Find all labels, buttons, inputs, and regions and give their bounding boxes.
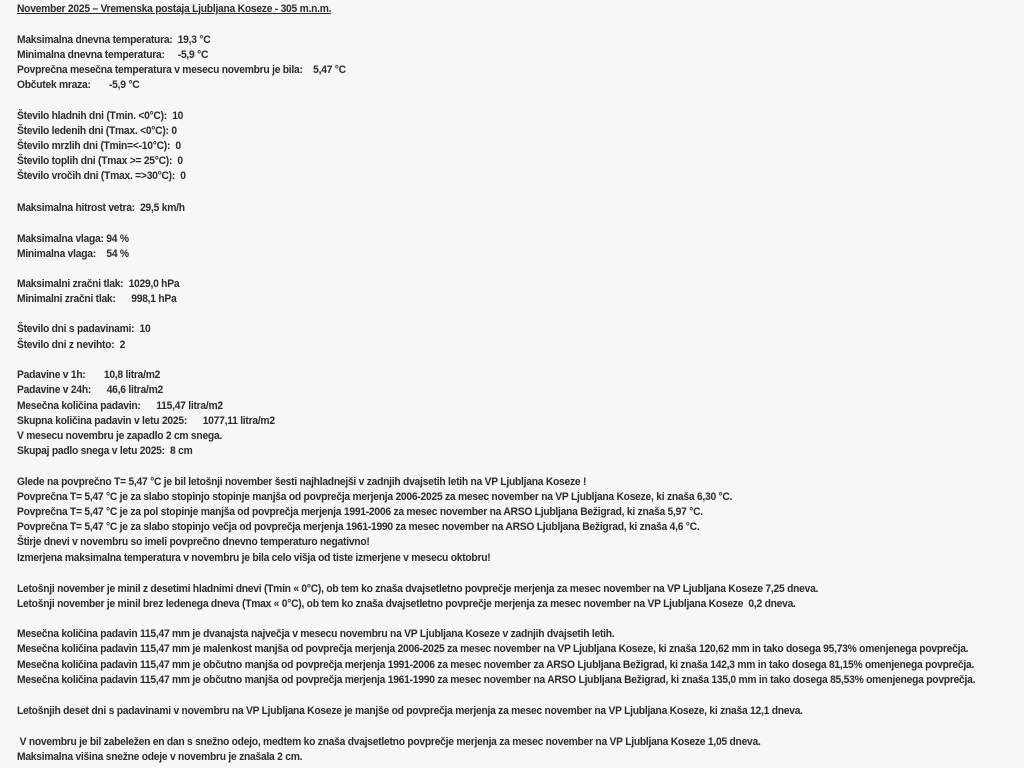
max-wind-speed: Maksimalna hitrost vetra: 29,5 km/h: [17, 202, 185, 214]
report-title: November 2025 – Vremenska postaja Ljubljana Koseze - 305 m.n.m.: [17, 3, 332, 15]
commentary-snow-cover-days: V novembru je bil zabeležen en dan s snežno odejo, medtem ko znaša dvajsetletno povprečje merjenja za mesec november na VP Ljubljana Koseze 1,05 dneva.: [17, 736, 761, 748]
frost-days-count: Število mrzlih dni (Tmin=<-10°C): 0: [17, 140, 181, 152]
wind-chill: Občutek mraza: -5,9 °C: [17, 79, 140, 91]
commentary-temperature-1961-1990: Povprečna T= 5,47 °C je za slabo stopinjo večja od povprečja merjenja 1961-1990 za mesec november na ARSO Ljubljana Bežigrad, ki znaša 4,6 °C.: [17, 521, 700, 533]
commentary-max-snow-depth: Maksimalna višina snežne odeje v novembru je znašala 2 cm.: [17, 751, 303, 763]
commentary-temperature-2006-2025: Povprečna T= 5,47 °C je za slabo stopinjo stopinje manjša od povprečja merjenja 2006-2025 za mesec november na VP Ljubljana Koseze, ki znaša 6,30 °C.: [17, 491, 733, 503]
monthly-snowfall: V mesecu novembru je zapadlo 2 cm snega.: [17, 430, 223, 442]
hot-days-count: Število vročih dni (Tmax. =>30°C): 0: [17, 170, 186, 182]
commentary-precipitation-2006-2025: Mesečna količina padavin 115,47 mm je malenkost manjša od povprečja merjenja 2006-2025 za mesec november na VP Ljubljana Koseze, ki znaša 120,62 mm in tako dosega 95,73% omenjenega povprečja.: [17, 643, 969, 655]
precipitation-days-count: Število dni s padavinami: 10: [17, 323, 151, 335]
precipitation-24h: Padavine v 24h: 46,6 litra/m2: [17, 384, 163, 396]
thunderstorm-days-count: Število dni z nevihto: 2: [17, 339, 126, 351]
yearly-snowfall: Skupaj padlo snega v letu 2025: 8 cm: [17, 445, 193, 457]
min-pressure: Minimalni zračni tlak: 998,1 hPa: [17, 293, 177, 305]
commentary-ice-days: Letošnji november je minil brez ledenega dneva (Tmax « 0°C), ob tem ko znaša dvajsetletno povprečje merjenja za mesec november na VP Ljubljana Koseze 0,2 dneva.: [17, 598, 796, 610]
max-daily-temperature: Maksimalna dnevna temperatura: 19,3 °C: [17, 34, 211, 46]
commentary-negative-days: Štirje dnevi v novembru so imeli povprečno dnevno temperaturo negativno!: [17, 536, 370, 548]
cold-days-count: Število hladnih dni (Tmin. <0°C): 10: [17, 110, 184, 122]
min-daily-temperature: Minimalna dnevna temperatura: -5,9 °C: [17, 49, 209, 61]
max-humidity: Maksimalna vlaga: 94 %: [17, 233, 129, 245]
commentary-temperature-rank: Glede na povprečno T= 5,47 °C je bil letošnji november šesti najhladnejši v zadnjih dvajsetih letih na VP Ljubljana Koseze !: [17, 476, 587, 488]
max-pressure: Maksimalni zračni tlak: 1029,0 hPa: [17, 278, 180, 290]
mean-monthly-temperature: Povprečna mesečna temperatura v mesecu novembru je bila: 5,47 °C: [17, 64, 346, 76]
commentary-temperature-1991-2006: Povprečna T= 5,47 °C je za pol stopinje manjša od povprečja merjenja 1991-2006 za mesec november na ARSO Ljubljana Bežigrad, ki znaša 5,97 °C.: [17, 506, 703, 518]
commentary-precipitation-1991-2006: Mesečna količina padavin 115,47 mm je občutno manjša od povprečja merjenja 1991-2006 za mesec november za ARSO Ljubljana Bežigrad, ki znaša 142,3 mm in tako dosega 81,15% omenjenega povprečja.: [17, 659, 975, 671]
commentary-precipitation-days: Letošnjih deset dni s padavinami v novembru na VP Ljubljana Koseze je manjše od povprečja merjenja za mesec november na VP Ljubljana Koseze, ki znaša 12,1 dneva.: [17, 705, 803, 717]
yearly-precipitation: Skupna količina padavin v letu 2025: 1077,11 litra/m2: [17, 415, 275, 427]
warm-days-count: Število toplih dni (Tmax >= 25°C): 0: [17, 155, 183, 167]
min-humidity: Minimalna vlaga: 54 %: [17, 248, 129, 260]
monthly-precipitation: Mesečna količina padavin: 115,47 litra/m2: [17, 400, 223, 412]
commentary-precipitation-1961-1990: Mesečna količina padavin 115,47 mm je občutno manjša od povprečja merjenja 1961-1990 za mesec november na ARSO Ljubljana Bežigrad, ki znaša 135,0 mm in tako dosega 85,53% omenjenega povprečja.: [17, 674, 976, 686]
commentary-cold-days: Letošnji november je minil z desetimi hladnimi dnevi (Tmin « 0°C), ob tem ko znaša dvajsetletno povprečje merjenja za mesec november na VP Ljubljana Koseze 7,25 dneva.: [17, 583, 819, 595]
precipitation-1h: Padavine v 1h: 10,8 litra/m2: [17, 369, 161, 381]
commentary-max-vs-october: Izmerjena maksimalna temperatura v novembru je bila celo višja od tiste izmerjene v mesecu oktobru!: [17, 552, 491, 564]
ice-days-count: Število ledenih dni (Tmax. <0°C): 0: [17, 125, 177, 137]
commentary-precipitation-rank: Mesečna količina padavin 115,47 mm je dvanajsta največja v mesecu novembru na VP Ljubljana Koseze v zadnjih dvajsetih letih.: [17, 628, 615, 640]
